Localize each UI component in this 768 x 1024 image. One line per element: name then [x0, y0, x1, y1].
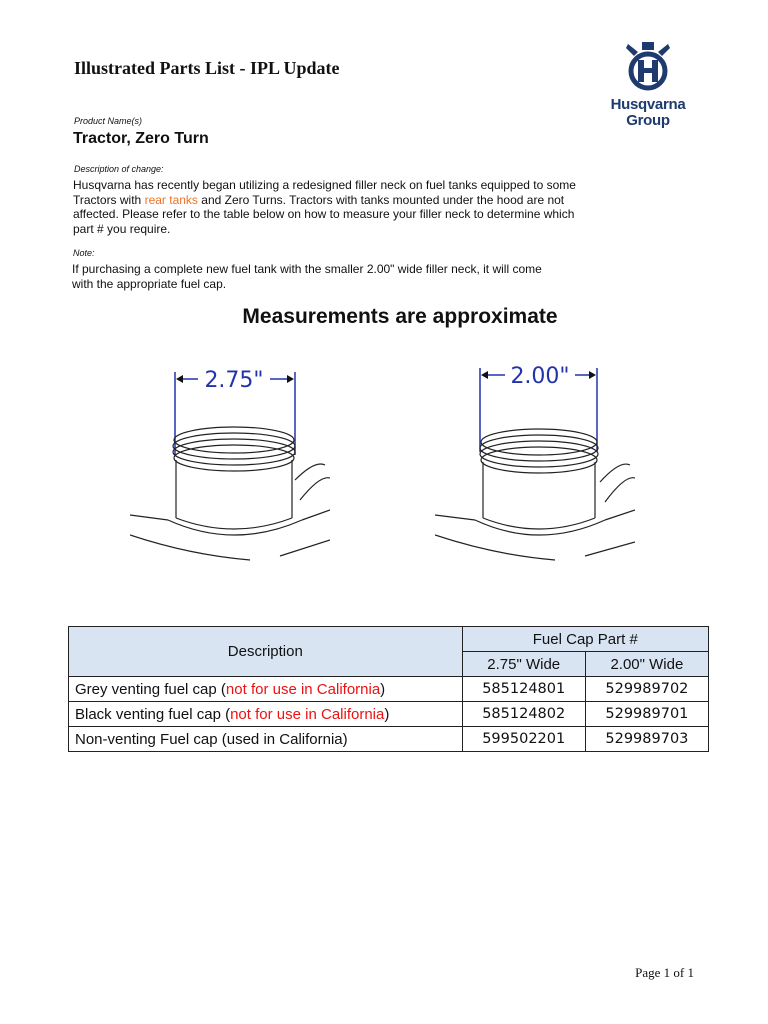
page-number: Page 1 of 1 — [635, 965, 694, 980]
husqvarna-group-logo — [598, 40, 698, 129]
product-name-label: Product Name(s) — [74, 116, 143, 126]
column-header-fuel-cap-part: Fuel Cap Part # — [462, 627, 708, 652]
table-row — [69, 702, 709, 727]
part-number-275: 585124801 — [462, 677, 585, 702]
row-description — [69, 677, 463, 702]
note-line-2: with the appropriate fuel cap. — [72, 276, 227, 291]
filler-neck-illustration-275 — [130, 360, 330, 565]
table-row — [69, 677, 709, 702]
logo-line-1: Husqvarna — [610, 96, 686, 113]
row-description-text: Black venting fuel cap ( — [75, 705, 231, 723]
table-row — [69, 727, 709, 752]
filler-neck-200-icon — [435, 360, 635, 565]
filler-neck-illustration-200 — [435, 360, 635, 565]
document-title: Illustrated Parts List - IPL Update — [74, 58, 340, 78]
row-description-close: ) — [380, 680, 386, 698]
measurements-title: Measurements are approximate — [242, 305, 558, 328]
row-description — [69, 702, 463, 727]
filler-neck-275-icon — [130, 360, 330, 565]
description-text — [73, 178, 576, 236]
rear-tanks-highlight: rear tanks — [144, 192, 198, 207]
note-line-1: If purchasing a complete new fuel tank with the smaller 2.00" wide filler neck, it will come — [72, 262, 542, 276]
description-line-2 — [73, 193, 576, 208]
column-header-275-wide: 2.75" Wide — [462, 652, 585, 677]
note-label: Note: — [73, 248, 95, 258]
row-description-close: ) — [384, 705, 390, 723]
california-warning: not for use in California — [225, 680, 381, 698]
description-label: Description of change: — [74, 164, 164, 174]
product-name: Tractor, Zero Turn — [73, 130, 209, 147]
crown-h-logo-icon — [598, 40, 698, 92]
logo-wordmark — [598, 97, 698, 129]
table-header-row — [69, 627, 709, 652]
column-header-200-wide: 2.00" Wide — [585, 652, 708, 677]
row-description-text: Non-venting Fuel cap (used in California) — [75, 730, 348, 748]
description-line-3: affected. Please refer to the table below on how to measure your filler neck to determine which — [73, 207, 575, 221]
dimension-label-275: 2.75" — [204, 368, 264, 393]
part-number-275: 599502201 — [462, 727, 585, 752]
row-description-text: Grey venting fuel cap ( — [75, 680, 226, 698]
fuel-cap-parts-table — [68, 626, 709, 752]
description-line-4: part # you require. — [73, 221, 171, 236]
row-description — [69, 727, 463, 752]
california-warning: not for use in California — [230, 705, 385, 723]
part-number-200: 529989701 — [585, 702, 708, 727]
dimension-label-200: 2.00" — [510, 364, 570, 389]
note-text — [72, 262, 542, 291]
part-number-200: 529989703 — [585, 727, 708, 752]
description-line-1: Husqvarna has recently began utilizing a redesigned filler neck on fuel tanks equipped to some — [73, 178, 576, 192]
part-number-275: 585124802 — [462, 702, 585, 727]
description-line-2-pre: Tractors with — [73, 192, 145, 207]
column-header-description: Description — [69, 627, 463, 677]
logo-line-2: Group — [626, 112, 670, 129]
description-line-2-post: and Zero Turns. Tractors with tanks mounted under the hood are not — [197, 192, 565, 207]
part-number-200: 529989702 — [585, 677, 708, 702]
